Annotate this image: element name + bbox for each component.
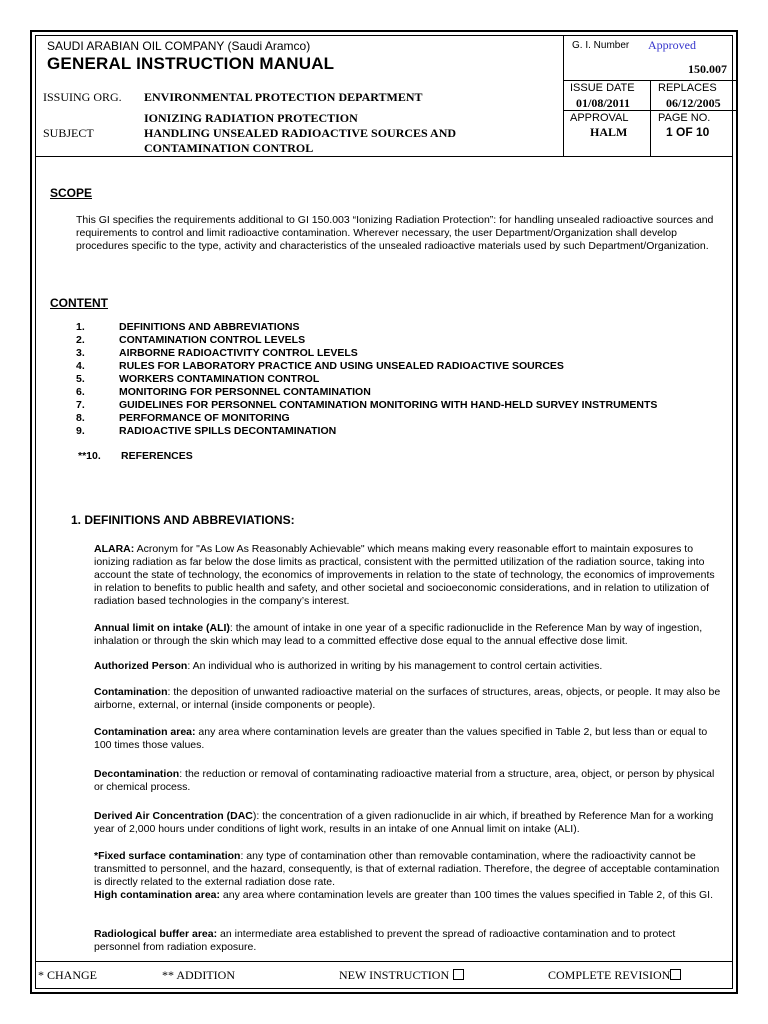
document-header — [36, 36, 732, 157]
replaces-label: REPLACES — [658, 82, 717, 94]
footer-change: * CHANGE — [38, 968, 97, 982]
subject-line-2: HANDLING UNSEALED RADIOACTIVE SOURCES AND — [144, 126, 457, 140]
manual-title: GENERAL INSTRUCTION MANUAL — [47, 54, 335, 73]
issue-date-label: ISSUE DATE — [570, 82, 635, 94]
subject-line-1: IONIZING RADIATION PROTECTION — [144, 111, 358, 125]
table-of-contents: 1. DEFINITIONS AND ABBREVIATIONS 2. CONTAMINATION CONTROL LEVELS 3. AIRBORNE RADIOACTIVITY CONTROL LEVELS 4. RULES FOR LABORATORY PRACTICE AND USING UNSEALED RADIOACTIVE SOURCES 5. WORKERS CONTAMINATION CONTROL 6. MONITORING FOR PERSONNEL CONTAMINATION 7. GUIDELINES FOR PERSONNEL CONTAMINATION MONITORING WITH HAND-HELD SURVEY INSTRUMENTS 8. PERFORMANCE OF MONITORING 9. RADIOACTIVE SPILLS DECONTAMINATION — [76, 321, 658, 437]
gi-number-label: G. I. Number — [572, 40, 630, 51]
new-instruction-checkbox[interactable] — [453, 969, 464, 980]
document-page — [30, 30, 738, 994]
definition-contamination-area: Contamination area: any area where contamination levels are greater than the values specified in Table 2, but less than or equal to 100 times those values. — [94, 726, 708, 751]
complete-revision-checkbox[interactable] — [670, 969, 681, 980]
document-frame: SAUDI ARABIAN OIL COMPANY (Saudi Aramco) GENERAL INSTRUCTION MANUAL ISSUING ORG. ENVIRONMENTAL PROTECTION DEPARTMENT IONIZING RADIATION PROTECTION SUBJECT HANDLING UNSEALED RADIOACTIVE SOURCES AND CONTAMINATION CONTROL G. I. Number Approved 150.007 ISSUE DATE 01/08/2011 REPLACES 06/12/2005 APPROVAL HALM PAGE NO. 1 OF 10 SCOPE This GI specifies the requirements additional to GI 150.003 “Ionizing Radiation Protection”: for handling unsealed radioactive sources and requirements to control and limit radioactive contamination. Wherever necessary, the user Department/Organization shall develop procedures specific to the type, activity and characteristics of the unsealed radioactive materials used by such Department/Organization. CONTENT 1. DEFINITIONS AND ABBREVIATIONS 2. CONTAMINATION CONTROL LEVELS 3. AIRBORNE RADIOACTIVITY CONTROL LEVELS 4. RULES FOR LABORATORY PRACTICE AND USING UNSEALED RADIOACTIVE SOURCES 5. WORKERS CONTAMINATION CONTROL 6. MONITORING FOR PERSONNEL CONTAMINATION 7. GUIDELINES FOR PERSONNEL CONTAMINATION MONITORING WITH HAND-HELD SURVEY INSTRUMENTS 8. PERFORMANCE OF MONITORING 9. RADIOACTIVE SPILLS DECONTAMINATION **10. REFERENCES 1. DEFINITIONS AND ABBREVIATIONS: ALARA: Acronym for "As Low As Reasonably Achievable" which means making every reasonable effort to maintain exposures to ionizing radiation as far below the dose limits as practical, consistent with the permitted utilization of the radiation source, taking into account the state of technology, the economics of improvements in relation to the state of technology, the economics of improvements in relation to benefits to public health and safety, and other societal and socioeconomic considerations, and in relation to utilization of radiation based technologies in the company’s interest. Annual limit on intake (ALI): the amount of intake in one year of a specific radionuclide in the Reference Man by way of ingestion, inhalation or through the skin which may lead to a committed effective dose equal to the annual effective dose limit. Authorized Person: An individual who is authorized in writing by his management to control certain activities. Contamination: the deposition of unwanted radioactive material on the surfaces of structures, areas, objects, or people. It may also be airborne, external, or internal (inside components or people). Contamination area: any area where contamination levels are greater than the values specified in Table 2, but less than or equal to 100 times those values. Decontamination: the reduction or removal of contaminating radioactive material from a structure, area, object, or person by physical or chemical process. Derived Air Concentration (DAC): the concentration of a given radionuclide in air which, if breathed by Reference Man for a working year of 2,000 hours under conditions of light work, results in an intake of one Annual limit on intake (ALI). *Fixed surface contamination: any type of contamination other than removable contamination, where the radioactivity cannot be transmitted to personnel, and the hazard, consequently, is that of external radiation. Therefore, the degree of acceptable contamination is directly related to the external radiation dose rate. High contamination area: any area where contamination levels are greater than 100 times the values specified in Table 2, of this GI. Radiological buffer area: an intermediate area established to prevent the spread of radioactive contamination and to protect personnel from radiation exposure. * CHANGE ** ADDITION NEW INSTRUCTION COMPLETE REVISION — [35, 35, 733, 989]
footer-addition: ** ADDITION — [162, 968, 235, 982]
footer-new-instruction: NEW INSTRUCTION — [339, 968, 464, 983]
subject-label: SUBJECT — [43, 126, 94, 140]
definition-authorized-person: Authorized Person: An individual who is authorized in writing by his management to control certain activities. — [94, 660, 603, 672]
definition-radiological-buffer-area: Radiological buffer area: an intermediate area established to prevent the spread of radioactive contamination and to protect personnel from radiation exposure. — [94, 928, 676, 953]
divider — [650, 80, 651, 156]
replaces-date: 06/12/2005 — [666, 96, 721, 110]
definition-ali: Annual limit on intake (ALI): the amount of intake in one year of a specific radionuclide in the Reference Man by way of ingestion, inhalation or through the skin which may lead to a committed effective dose equal to the annual effective dose limit. — [94, 622, 703, 647]
issue-date: 01/08/2011 — [576, 96, 631, 110]
page-no-label: PAGE NO. — [658, 112, 711, 124]
content-heading: CONTENT — [50, 296, 108, 310]
subject-line-3: CONTAMINATION CONTROL — [144, 141, 314, 155]
issuing-org-value: ENVIRONMENTAL PROTECTION DEPARTMENT — [144, 90, 423, 104]
definition-dac: Derived Air Concentration (DAC): the concentration of a given radionuclide in air which, if breathed by Reference Man for a working year of 2,000 hours under conditions of light work, results in an intake of one Annual limit on intake (ALI). — [94, 810, 714, 835]
divider — [564, 110, 737, 111]
gi-status: Approved — [648, 38, 696, 52]
page-number: 1 OF 10 — [666, 125, 710, 139]
scope-heading: SCOPE — [50, 186, 93, 200]
definition-alara: ALARA: Acronym for "As Low As Reasonably Achievable" which means making every reasonable effort to maintain exposures to ionizing radiation as far below the dose limits as practical, consistent with the permitted utilization of the radiation source, taking into account the state of technology, the economics of improvements in relation to the state of technology, the economics of improvements in relation to benefits to public health and safety, and other societal and socioeconomic considerations, and in relation to utilization of radiation based technologies in the company’s interest. — [94, 543, 715, 607]
approval-value: HALM — [590, 125, 628, 139]
document-footer — [36, 961, 732, 988]
footer-complete-revision: COMPLETE REVISION — [548, 968, 681, 983]
definition-decontamination: Decontamination: the reduction or removal of contaminating radioactive material from a structure, area, object, or person by physical or chemical process. — [94, 768, 715, 793]
definition-fixed-surface-contamination: *Fixed surface contamination: any type of contamination other than removable contamination, where the radioactivity cannot be transmitted to personnel, and the hazard, consequently, is that of external radiation. Therefore, the degree of acceptable contamination is directly related to the external radiation dose rate. — [94, 850, 720, 888]
header-right-block — [564, 36, 737, 156]
definition-high-contamination-area: High contamination area: any area where contamination levels are greater than 100 times the values specified in Table 2, of this GI. — [94, 889, 714, 901]
gi-number: 150.007 — [688, 62, 727, 76]
definition-contamination: Contamination: the deposition of unwanted radioactive material on the surfaces of structures, areas, objects, or people. It may also be airborne, external, or internal (inside components or people). — [94, 686, 721, 711]
issuing-org-label: ISSUING ORG. — [43, 90, 122, 104]
header-left-block — [36, 36, 564, 156]
scope-paragraph: This GI specifies the requirements additional to GI 150.003 “Ionizing Radiation Protection”: for handling unsealed radioactive sources and requirements to control and limit radioactive contamination. Wherever necessary, the user Department/Organization shall develop procedures specific to the type, activity and characteristics of the unsealed radioactive materials used by such Department/Organization. — [76, 214, 714, 252]
company-name: SAUDI ARABIAN OIL COMPANY (Saudi Aramco) — [47, 39, 311, 53]
section-1-title: 1. DEFINITIONS AND ABBREVIATIONS: — [71, 513, 295, 527]
approval-label: APPROVAL — [570, 112, 629, 124]
